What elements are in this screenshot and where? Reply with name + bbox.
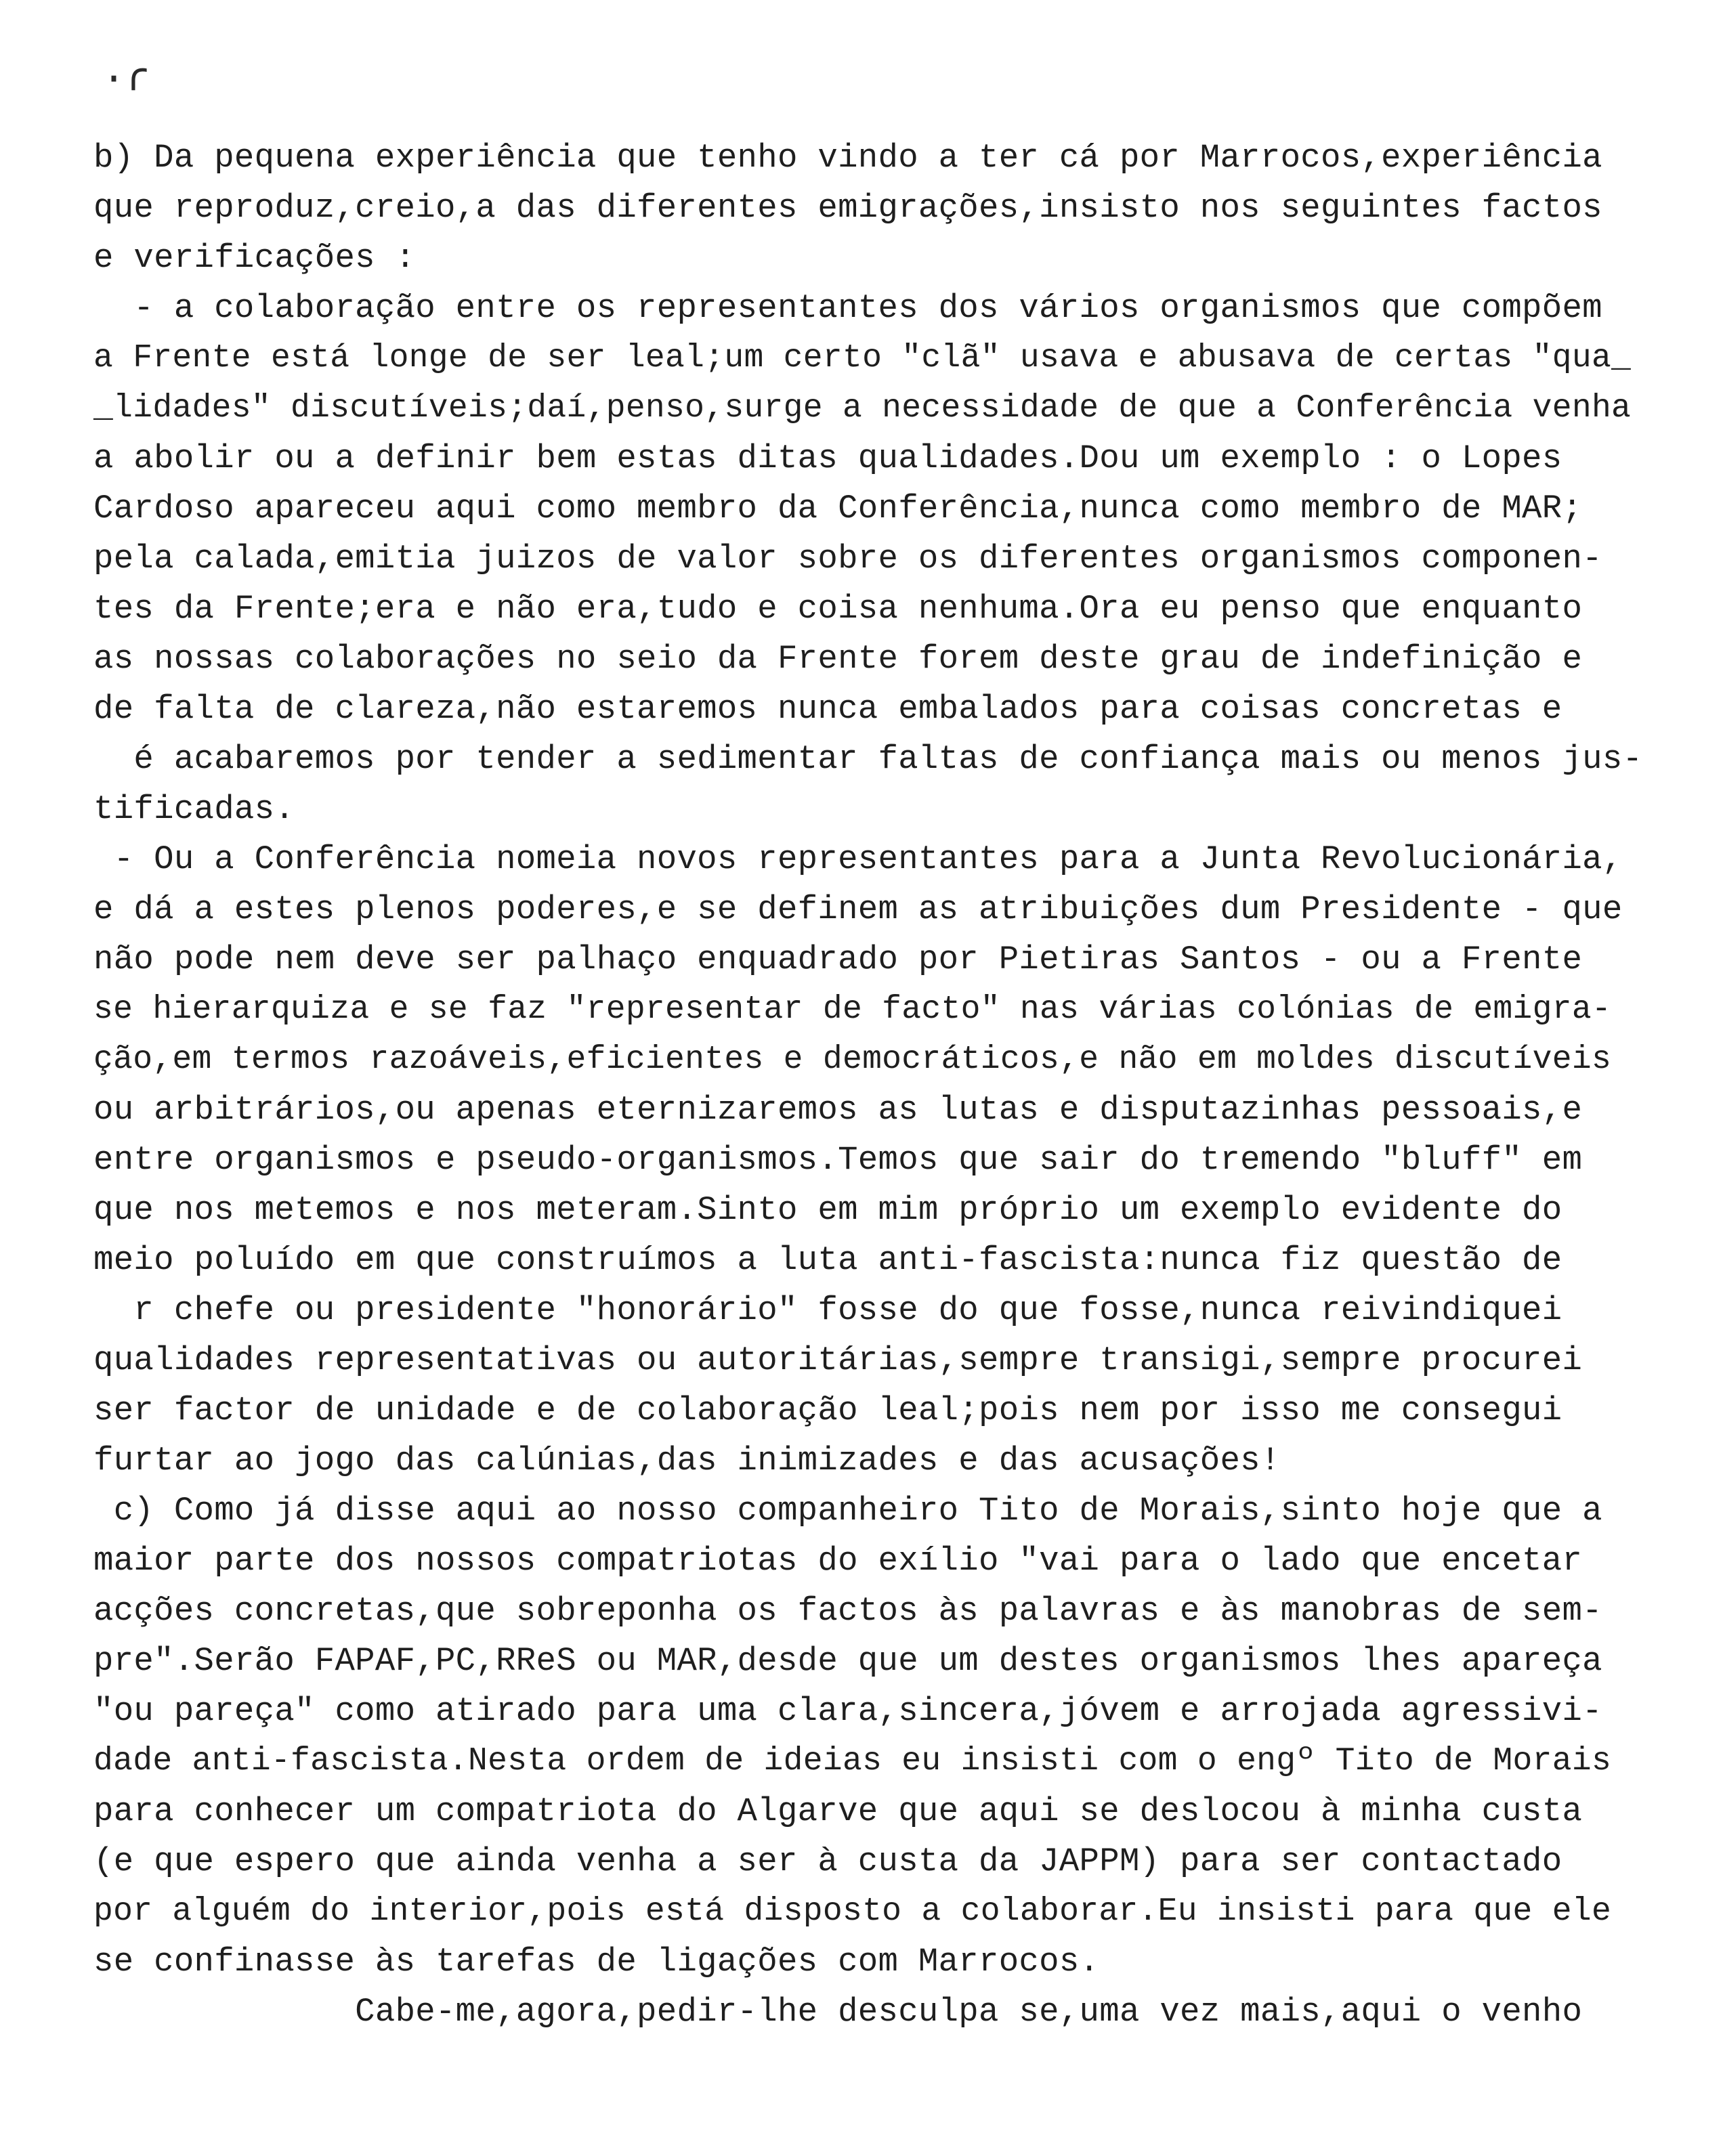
text-line: a Frente está longe de ser leal;um certo "clã" usava e abusava de certas "qua_: [93, 340, 1632, 376]
text-line: qualidades representativas ou autoritárias,sempre transigi,sempre procurei: [93, 1341, 1583, 1379]
text-line: que nos metemos e nos meteram.Sinto em mim próprio um exemplo evidente do: [93, 1191, 1562, 1229]
text-line: as nossas colaborações no seio da Frente forem deste grau de indefinição e: [93, 640, 1583, 678]
text-line: não pode nem deve ser palhaço enquadrado por Pietiras Santos - ou a Frente: [93, 941, 1583, 978]
text-line: entre organismos e pseudo-organismos.Temos que sair do tremendo "bluff" em: [93, 1141, 1583, 1179]
text-line: pre".Serão FAPAF,PC,RReS ou MAR,desde que um destes organismos lhes apareça: [93, 1642, 1602, 1680]
text-line: e verificações :: [93, 239, 416, 277]
text-line: Cabe-me,agora,pedir-lhe desculpa se,uma vez mais,aqui o venho: [93, 1993, 1583, 2031]
margin-mark: ·ɾ: [102, 57, 151, 103]
text-line: c) Como já disse aqui ao nosso companheiro Tito de Morais,sinto hoje que a: [93, 1492, 1602, 1530]
text-line: _lidades" discutíveis;daí,penso,surge a necessidade de que a Conferência venha: [93, 390, 1632, 427]
text-line: e dá a estes plenos poderes,e se definem as atribuições dum Presidente - que: [93, 890, 1623, 928]
text-line: Cardoso apareceu aqui como membro da Conferência,nunca como membro de MAR;: [93, 490, 1583, 527]
text-line: (e que espero que ainda venha a ser à custa da JAPPM) para ser contactado: [93, 1842, 1562, 1880]
text-line: para conhecer um compatriota do Algarve que aqui se deslocou à minha custa: [93, 1792, 1583, 1830]
text-line: que reproduz,creio,a das diferentes emigrações,insisto nos seguintes factos: [93, 189, 1602, 227]
text-line: "ou pareça" como atirado para uma clara,sincera,jóvem e arrojada agressivi-: [93, 1692, 1602, 1730]
text-line: tificadas.: [93, 790, 295, 828]
text-line: ção,em termos razoáveis,eficientes e democráticos,e não em moldes discutíveis: [93, 1041, 1612, 1078]
text-line: se confinasse às tarefas de ligações com Marrocos.: [93, 1943, 1100, 1981]
text-line: meio poluído em que construímos a luta anti-fascista:nunca fiz questão de: [93, 1241, 1562, 1279]
text-line: tes da Frente;era e não era,tudo e coisa nenhuma.Ora eu penso que enquanto: [93, 590, 1583, 628]
text-line: b) Da pequena experiência que tenho vindo a ter cá por Marrocos,experiência: [93, 139, 1602, 177]
letter-body: [93, 133, 1719, 2037]
text-line: acções concretas,que sobreponha os factos às palavras e às manobras de sem-: [93, 1592, 1602, 1630]
text-line: de falta de clareza,não estaremos nunca embalados para coisas concretas e: [93, 690, 1562, 728]
text-line: furtar ao jogo das calúnias,das inimizades e das acusações!: [93, 1442, 1281, 1480]
text-line: se hierarquiza e se faz "representar de facto" nas várias colónias de emigra-: [93, 991, 1612, 1028]
text-line: ou arbitrários,ou apenas eternizaremos as lutas e disputazinhas pessoais,e: [93, 1091, 1583, 1129]
text-line: ser factor de unidade e de colaboração leal;pois nem por isso me consegui: [93, 1392, 1562, 1429]
text-line: r chefe ou presidente "honorário" fosse do que fosse,nunca reivindiquei: [93, 1291, 1562, 1329]
text-line: é acabaremos por tender a sedimentar faltas de confiança mais ou menos jus-: [93, 740, 1643, 778]
text-line: - a colaboração entre os representantes dos vários organismos que compõem: [93, 289, 1602, 327]
text-line: maior parte dos nossos compatriotas do exílio "vai para o lado que encetar: [93, 1542, 1583, 1580]
text-line: por alguém do interior,pois está disposto a colaborar.Eu insisti para que ele: [93, 1893, 1612, 1930]
text-line: a abolir ou a definir bem estas ditas qualidades.Dou um exemplo : o Lopes: [93, 439, 1562, 477]
text-line: pela calada,emitia juizos de valor sobre os diferentes organismos componen-: [93, 540, 1602, 578]
text-line: - Ou a Conferência nomeia novos representantes para a Junta Revolucionária,: [93, 840, 1623, 878]
text-line: dade anti-fascista.Nesta ordem de ideias eu insisti com o engº Tito de Morais: [93, 1743, 1612, 1780]
